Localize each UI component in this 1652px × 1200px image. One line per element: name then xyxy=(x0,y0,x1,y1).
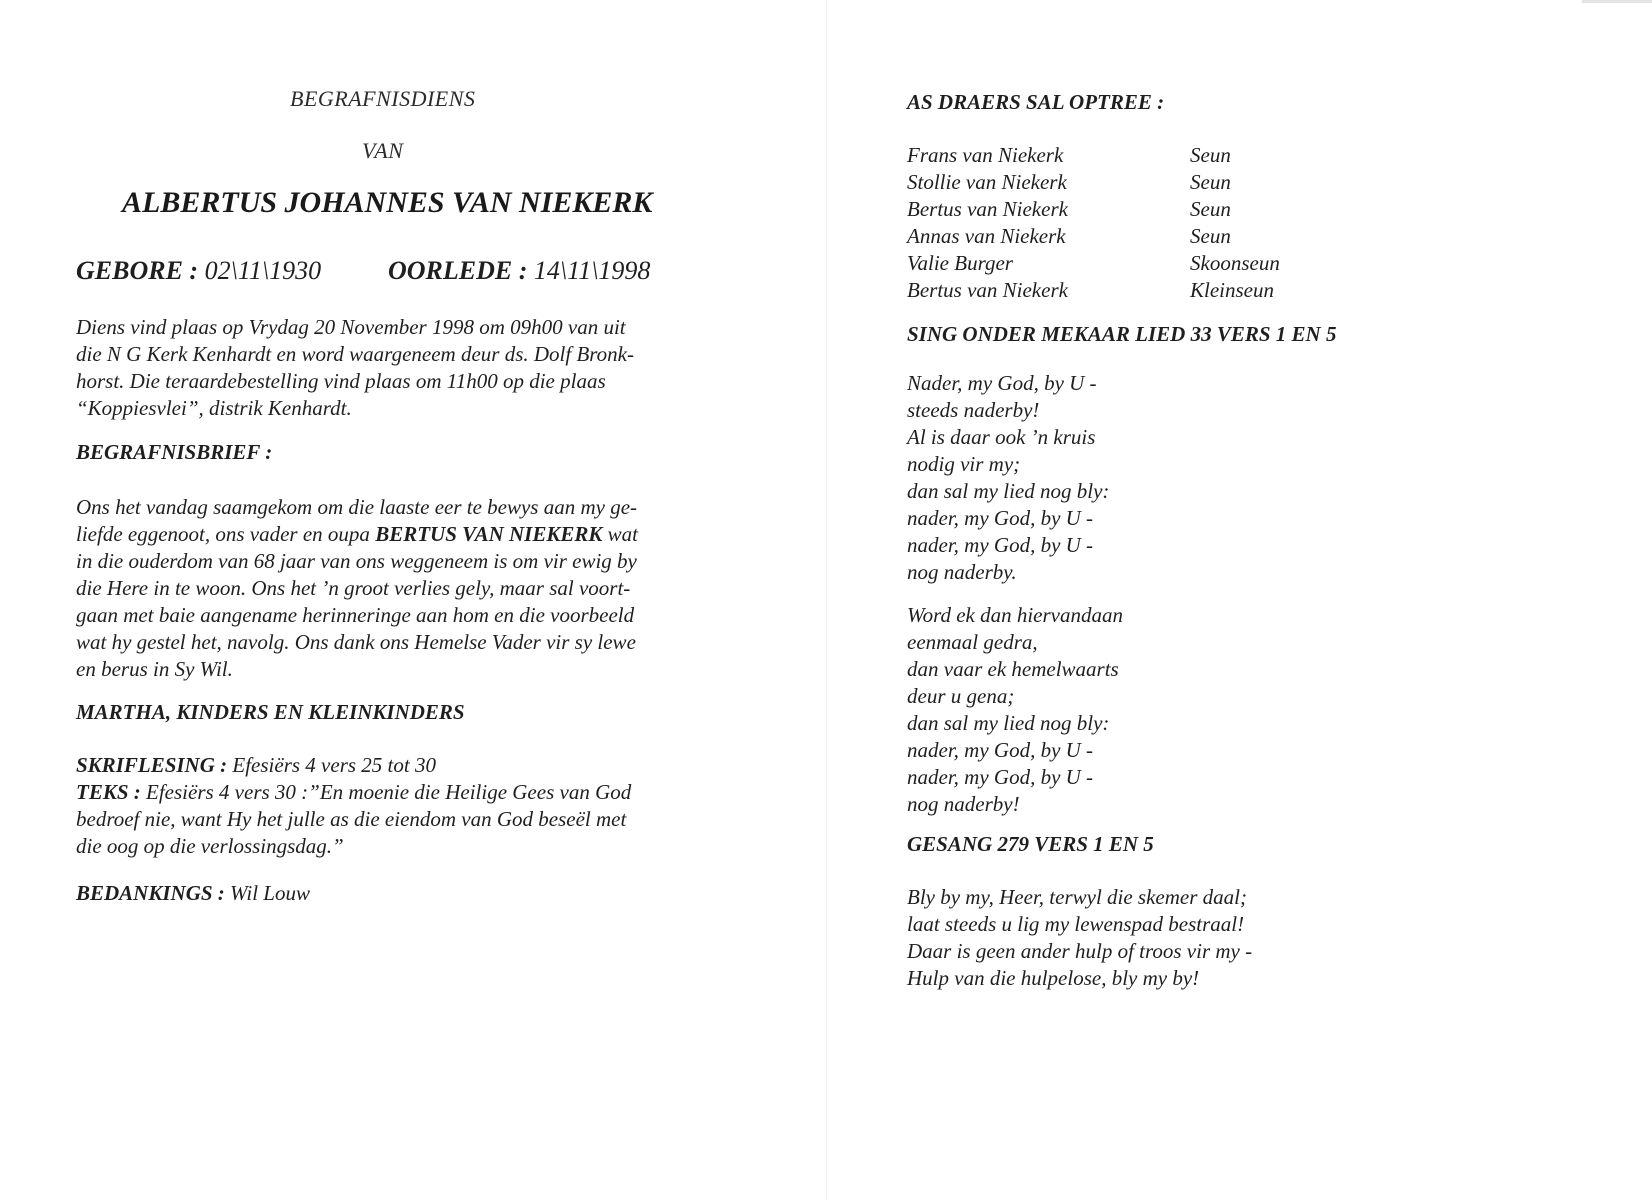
letter-line xyxy=(76,521,638,548)
died-date: 14\11\1998 xyxy=(533,256,651,285)
bearer-relation: Seun xyxy=(1190,170,1231,194)
born-label: GEBORE : xyxy=(76,256,199,285)
bearers-list xyxy=(907,142,1280,304)
service-line: Diens vind plaas op Vrydag 20 November 1998 om 09h00 van uit xyxy=(76,315,626,339)
verse-line: nader, my God, by U - xyxy=(907,765,1094,789)
text-label: TEKS : xyxy=(76,780,141,804)
bearer-name: Bertus van Niekerk xyxy=(907,197,1068,221)
letter-body xyxy=(76,494,638,683)
born-date: 02\11\1930 xyxy=(204,256,322,285)
verse-line: nog naderby! xyxy=(907,792,1020,816)
verse-line: nader, my God, by U - xyxy=(907,533,1094,557)
text-line xyxy=(76,779,631,806)
verse-line: Word ek dan hiervandaan xyxy=(907,603,1123,627)
verse-line: dan vaar ek hemelwaarts xyxy=(907,657,1119,681)
letter-line: in die ouderdom van 68 jaar van ons weggeneem is om vir ewig by xyxy=(76,549,637,573)
reading-block xyxy=(76,752,631,860)
thanks-value: Wil Louw xyxy=(224,881,310,905)
bearer-name: Stollie van Niekerk xyxy=(907,170,1067,194)
verse-line: Al is daar ook ’n kruis xyxy=(907,425,1096,449)
service-line: horst. Die teraardebestelling vind plaas om 11h00 op die plaas xyxy=(76,369,606,393)
bearer-row xyxy=(907,250,1280,277)
thanks-label: BEDANKINGS : xyxy=(76,881,225,905)
bearer-name: Valie Burger xyxy=(907,251,1013,275)
bearer-row xyxy=(907,277,1280,304)
reading-line xyxy=(76,752,631,779)
text-line: die oog op die verlossingsdag.” xyxy=(76,834,344,858)
header-of: VAN xyxy=(362,138,404,163)
letter-name-emphasis: BERTUS VAN NIEKERK xyxy=(375,522,603,546)
bearer-relation: Seun xyxy=(1190,197,1231,221)
letter-line: Ons het vandag saamgekom om die laaste eer te bewys aan my ge- xyxy=(76,495,638,519)
deceased-name: ALBERTUS JOHANNES VAN NIEKERK xyxy=(122,186,653,219)
text-line: bedroef nie, want Hy het julle as die eiendom van God beseël met xyxy=(76,807,627,831)
bearer-name: Annas van Niekerk xyxy=(907,224,1066,248)
verse-line: nog naderby. xyxy=(907,560,1017,584)
song1-heading: SING ONDER MEKAAR LIED 33 VERS 1 EN 5 xyxy=(907,322,1337,346)
bearers-heading: AS DRAERS SAL OPTREE : xyxy=(907,90,1165,114)
letter-line: gaan met baie aangename herinneringe aan hom en die voorbeeld xyxy=(76,603,635,627)
verse-line: deur u gena; xyxy=(907,684,1015,708)
died-label: OORLEDE : xyxy=(388,256,528,285)
bearer-name: Bertus van Niekerk xyxy=(907,278,1068,302)
letter-line: die Here in te woon. Ons het ’n groot verlies gely, maar sal voort- xyxy=(76,576,631,600)
bearer-name: Frans van Niekerk xyxy=(907,143,1064,167)
service-line: die N G Kerk Kenhardt en word waargeneem deur ds. Dolf Bronk- xyxy=(76,342,634,366)
bearer-row xyxy=(907,169,1280,196)
bearer-relation: Seun xyxy=(1190,143,1231,167)
service-details xyxy=(76,314,634,422)
bearer-relation: Skoonseun xyxy=(1190,251,1280,275)
verse-line: Bly by my, Heer, terwyl die skemer daal; xyxy=(907,885,1247,909)
verse-line: nader, my God, by U - xyxy=(907,738,1094,762)
verse-line: dan sal my lied nog bly: xyxy=(907,479,1110,503)
bearer-row xyxy=(907,223,1280,250)
song2-heading: GESANG 279 VERS 1 EN 5 xyxy=(907,832,1154,856)
bearer-row xyxy=(907,196,1280,223)
verse-line: laat steeds u lig my lewenspad bestraal! xyxy=(907,912,1245,936)
verse-line: dan sal my lied nog bly: xyxy=(907,711,1110,735)
thanks-line xyxy=(76,880,310,907)
letter-line: en berus in Sy Wil. xyxy=(76,657,233,681)
born-line xyxy=(76,256,321,286)
text-value: Efesiërs 4 vers 30 :”En moenie die Heilige Gees van God xyxy=(140,780,632,804)
reading-value: Efesiërs 4 vers 25 tot 30 xyxy=(227,753,436,777)
verse-line: Nader, my God, by U - xyxy=(907,371,1097,395)
header-service-title: BEGRAFNISDIENS xyxy=(290,86,476,111)
song2-verse1 xyxy=(907,884,1252,992)
scan-edge-mark xyxy=(1582,0,1652,3)
song1-verse2 xyxy=(907,602,1123,818)
letter-line: wat hy gestel het, navolg. Ons dank ons Hemelse Vader vir sy lewe xyxy=(76,630,636,654)
letter-text: liefde eggenoot, ons vader en oupa xyxy=(76,522,376,546)
bearer-relation: Kleinseun xyxy=(1190,278,1274,302)
died-line xyxy=(388,256,650,286)
verse-line: steeds naderby! xyxy=(907,398,1040,422)
bearer-relation: Seun xyxy=(1190,224,1231,248)
verse-line: nodig vir my; xyxy=(907,452,1021,476)
bearer-row xyxy=(907,142,1280,169)
verse-line: eenmaal gedra, xyxy=(907,630,1038,654)
verse-line: nader, my God, by U - xyxy=(907,506,1094,530)
verse-line: Daar is geen ander hulp of troos vir my - xyxy=(907,939,1253,963)
verse-line: Hulp van die hulpelose, bly my by! xyxy=(907,966,1200,990)
family-signature: MARTHA, KINDERS EN KLEINKINDERS xyxy=(76,700,465,724)
letter-heading: BEGRAFNISBRIEF : xyxy=(76,440,273,464)
reading-label: SKRIFLESING : xyxy=(76,753,228,777)
page-fold xyxy=(826,0,827,1200)
song1-verse1 xyxy=(907,370,1109,586)
service-line: “Koppiesvlei”, distrik Kenhardt. xyxy=(76,396,352,420)
letter-text: wat xyxy=(602,522,638,546)
